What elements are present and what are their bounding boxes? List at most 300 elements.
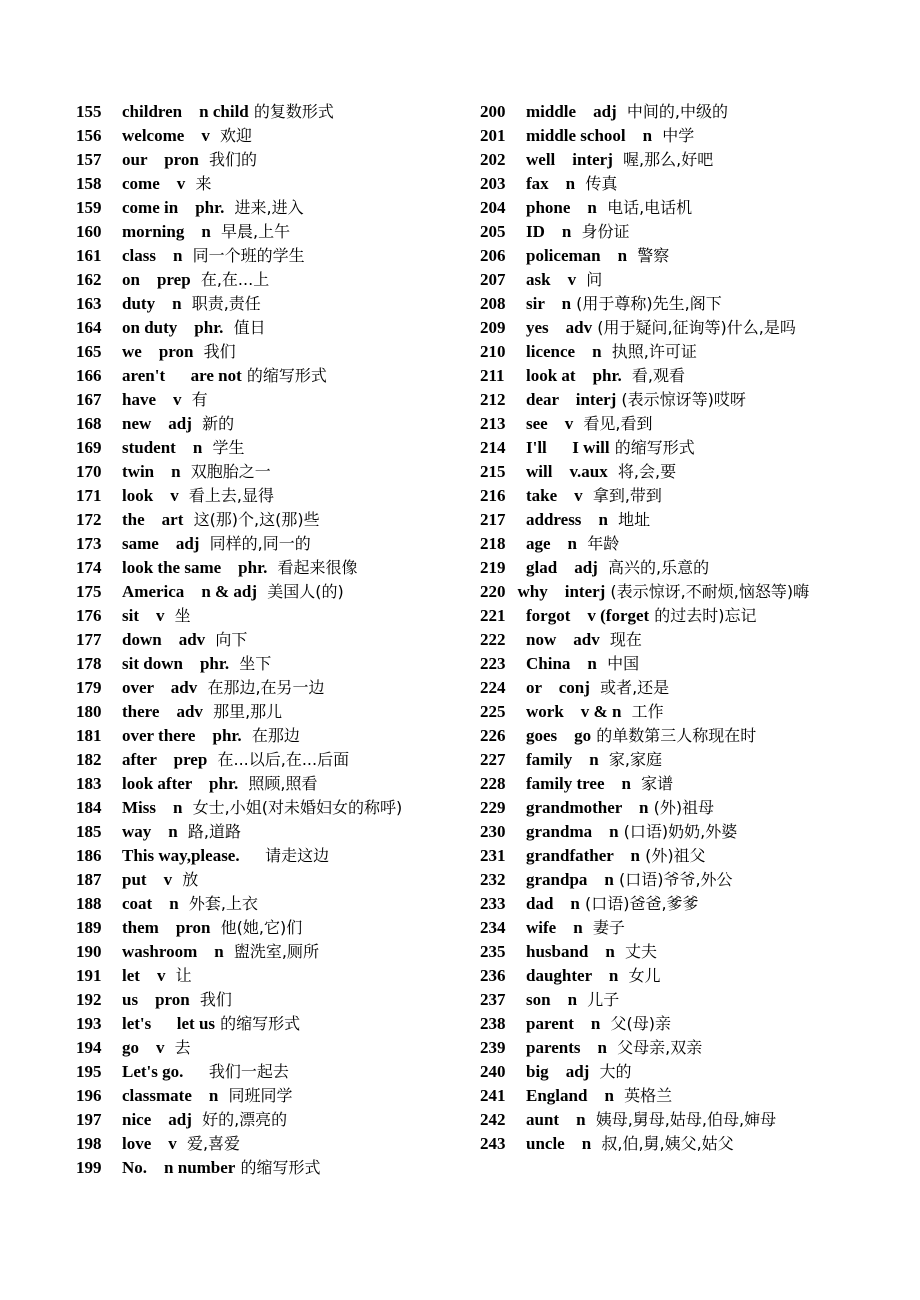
vocab-entry bbox=[76, 868, 466, 892]
vocab-entry bbox=[76, 772, 466, 796]
vocab-entry bbox=[76, 148, 466, 172]
entry-meaning: 儿子 bbox=[577, 990, 620, 1009]
vocab-entry bbox=[76, 580, 466, 604]
entry-part-of-speech: phr. bbox=[212, 726, 242, 745]
entry-gap bbox=[556, 918, 573, 937]
vocab-column-right bbox=[480, 100, 860, 1156]
entry-meaning: 让 bbox=[165, 966, 192, 985]
entry-word: sit bbox=[122, 606, 139, 625]
entry-part-of-speech: n bbox=[617, 246, 628, 265]
vocab-entry bbox=[480, 316, 860, 340]
entry-gap bbox=[551, 270, 568, 289]
entry-part-of-speech: adv bbox=[178, 630, 206, 649]
vocab-entry bbox=[480, 580, 860, 604]
entry-part-of-speech: I will bbox=[572, 438, 610, 457]
entry-gap bbox=[151, 1134, 168, 1153]
entry-part-of-speech: n bbox=[576, 1110, 586, 1129]
entry-number: 222 bbox=[480, 630, 506, 649]
entry-word: there bbox=[122, 702, 160, 721]
vocab-entry bbox=[76, 460, 466, 484]
vocab-entry bbox=[76, 1036, 466, 1060]
entry-word: classmate bbox=[122, 1086, 192, 1105]
vocab-entry bbox=[76, 100, 466, 124]
entry-number: 155 bbox=[76, 102, 102, 121]
entry-part-of-speech: n & adj bbox=[201, 582, 258, 601]
entry-gap bbox=[570, 198, 587, 217]
vocab-entry bbox=[76, 1108, 466, 1132]
entry-gap bbox=[178, 198, 195, 217]
vocab-entry bbox=[480, 988, 860, 1012]
entry-word: age bbox=[526, 534, 551, 553]
vocab-entry bbox=[76, 1012, 466, 1036]
entry-gap bbox=[545, 294, 562, 313]
entry-word: aunt bbox=[526, 1110, 560, 1129]
entry-number: 228 bbox=[480, 774, 506, 793]
entry-gap bbox=[182, 102, 199, 121]
entry-gap bbox=[549, 318, 566, 337]
entry-meaning: 身份证 bbox=[571, 222, 630, 241]
entry-number: 216 bbox=[480, 486, 506, 505]
entry-number: 235 bbox=[480, 942, 506, 961]
vocab-entry bbox=[480, 892, 860, 916]
entry-word: daughter bbox=[526, 966, 592, 985]
entry-word: parents bbox=[526, 1038, 581, 1057]
vocab-entry bbox=[480, 436, 860, 460]
entry-number: 196 bbox=[76, 1086, 102, 1105]
entry-gap bbox=[587, 870, 604, 889]
entry-meaning: 盥洗室,厕所 bbox=[223, 942, 319, 961]
entry-part-of-speech: go bbox=[574, 726, 592, 745]
entry-gap bbox=[156, 798, 173, 817]
entry-gap bbox=[605, 774, 622, 793]
entry-meaning: 坐下 bbox=[229, 654, 272, 673]
vocab-entry bbox=[480, 796, 860, 820]
entry-meaning: 路,道路 bbox=[177, 822, 242, 841]
vocab-entry bbox=[480, 868, 860, 892]
entry-number: 197 bbox=[76, 1110, 102, 1129]
vocab-entry bbox=[480, 844, 860, 868]
entry-number: 230 bbox=[480, 822, 506, 841]
entry-word: forgot bbox=[526, 606, 571, 625]
entry-gap bbox=[139, 606, 156, 625]
entry-word: dear bbox=[526, 390, 559, 409]
entry-number: 193 bbox=[76, 1014, 102, 1033]
entry-word: children bbox=[122, 102, 183, 121]
entry-number: 212 bbox=[480, 390, 506, 409]
entry-part-of-speech: n bbox=[630, 846, 640, 865]
entry-part-of-speech: pron bbox=[164, 150, 199, 169]
entry-word: take bbox=[526, 486, 558, 505]
entry-word: parent bbox=[526, 1014, 574, 1033]
entry-word: sir bbox=[526, 294, 545, 313]
entry-gap bbox=[147, 150, 164, 169]
entry-meaning: 去 bbox=[164, 1038, 191, 1057]
entry-meaning: 职责,责任 bbox=[181, 294, 261, 313]
entry-gap bbox=[147, 1158, 164, 1177]
vocab-entry bbox=[480, 220, 860, 244]
entry-part-of-speech: adj bbox=[175, 534, 200, 553]
entry-number: 175 bbox=[76, 582, 102, 601]
vocab-entry bbox=[76, 844, 466, 868]
vocab-entry bbox=[76, 292, 466, 316]
entry-word: or bbox=[526, 678, 542, 697]
entry-meaning: 大的 bbox=[589, 1062, 632, 1081]
entry-gap bbox=[153, 486, 170, 505]
entry-number: 171 bbox=[76, 486, 102, 505]
entry-gap bbox=[557, 486, 574, 505]
entry-gap bbox=[601, 246, 618, 265]
vocab-entry bbox=[480, 196, 860, 220]
entry-number: 184 bbox=[76, 798, 102, 817]
entry-meaning: 问 bbox=[576, 270, 603, 289]
vocab-entry bbox=[480, 148, 860, 172]
entry-part-of-speech: n bbox=[592, 342, 602, 361]
entry-gap bbox=[555, 150, 572, 169]
vocab-entry bbox=[76, 724, 466, 748]
vocab-entry bbox=[480, 268, 860, 292]
entry-part-of-speech: v (forget bbox=[587, 606, 650, 625]
entry-meaning: 照顾,照看 bbox=[238, 774, 318, 793]
entry-part-of-speech: pron bbox=[158, 342, 194, 361]
entry-gap bbox=[160, 174, 177, 193]
entry-number: 214 bbox=[480, 438, 506, 457]
entry-part-of-speech: n bbox=[581, 1134, 592, 1153]
entry-number: 231 bbox=[480, 846, 506, 865]
entry-meaning: 女士,小姐(对未婚妇女的称呼) bbox=[182, 798, 403, 817]
entry-meaning: 那里,那儿 bbox=[202, 702, 283, 721]
entry-gap bbox=[162, 630, 179, 649]
entry-part-of-speech: n bbox=[173, 798, 183, 817]
entry-word: go bbox=[122, 1038, 139, 1057]
entry-number: 242 bbox=[480, 1110, 506, 1129]
entry-gap bbox=[574, 1014, 591, 1033]
entry-number: 208 bbox=[480, 294, 506, 313]
entry-word: washroom bbox=[122, 942, 198, 961]
entry-part-of-speech: v & n bbox=[580, 702, 622, 721]
vocab-entry bbox=[76, 388, 466, 412]
entry-number: 164 bbox=[76, 318, 102, 337]
entry-word: ask bbox=[526, 270, 551, 289]
entry-meaning: 向下 bbox=[205, 630, 248, 649]
entry-part-of-speech: interj bbox=[575, 390, 617, 409]
vocab-entry bbox=[76, 436, 466, 460]
vocab-entry bbox=[480, 940, 860, 964]
entry-meaning: 的缩写形式 bbox=[241, 366, 327, 385]
vocab-entry bbox=[76, 124, 466, 148]
vocab-column-left bbox=[76, 100, 466, 1180]
entry-word: coat bbox=[122, 894, 153, 913]
entry-part-of-speech: adj bbox=[593, 102, 617, 121]
entry-number: 179 bbox=[76, 678, 102, 697]
entry-word: dad bbox=[526, 894, 554, 913]
entry-number: 186 bbox=[76, 846, 102, 865]
entry-gap bbox=[142, 342, 159, 361]
entry-number: 185 bbox=[76, 822, 102, 841]
entry-part-of-speech: n bbox=[192, 438, 203, 457]
entry-gap bbox=[575, 342, 592, 361]
entry-part-of-speech: n bbox=[642, 126, 653, 145]
entry-meaning: 在那边,在另一边 bbox=[197, 678, 325, 697]
entry-number: 238 bbox=[480, 1014, 506, 1033]
entry-number: 163 bbox=[76, 294, 102, 313]
entry-number: 194 bbox=[76, 1038, 102, 1057]
entry-meaning: 外套,上衣 bbox=[178, 894, 258, 913]
entry-gap bbox=[626, 126, 643, 145]
entry-meaning: 叔,伯,舅,姨父,姑父 bbox=[591, 1134, 734, 1153]
entry-word: now bbox=[526, 630, 557, 649]
entry-meaning: 妻子 bbox=[582, 918, 625, 937]
vocab-entry bbox=[76, 964, 466, 988]
entry-part-of-speech: n bbox=[604, 1086, 614, 1105]
entry-number: 204 bbox=[480, 198, 506, 217]
entry-word: over bbox=[122, 678, 154, 697]
entry-meaning: 我们 bbox=[193, 342, 236, 361]
entry-word: No. bbox=[122, 1158, 148, 1177]
vocab-entry bbox=[76, 532, 466, 556]
vocab-entry bbox=[76, 652, 466, 676]
vocab-entry bbox=[480, 700, 860, 724]
entry-part-of-speech: n bbox=[567, 990, 578, 1009]
entry-meaning: 值日 bbox=[223, 318, 266, 337]
vocab-entry bbox=[76, 316, 466, 340]
entry-part-of-speech: n bbox=[173, 246, 183, 265]
entry-meaning: 警察 bbox=[627, 246, 670, 265]
entry-gap bbox=[154, 678, 171, 697]
entry-meaning: 我们的 bbox=[198, 150, 258, 169]
vocab-entry bbox=[76, 1132, 466, 1156]
entry-word: grandfather bbox=[526, 846, 614, 865]
entry-gap bbox=[184, 126, 201, 145]
vocab-entry bbox=[76, 604, 466, 628]
entry-word: we bbox=[122, 342, 142, 361]
entry-meaning: (表示惊讶等)哎呀 bbox=[616, 390, 746, 409]
entry-gap bbox=[165, 366, 191, 385]
entry-word: husband bbox=[526, 942, 589, 961]
entry-part-of-speech: v bbox=[574, 486, 583, 505]
entry-gap bbox=[572, 750, 589, 769]
vocab-entry bbox=[480, 964, 860, 988]
entry-gap bbox=[592, 966, 609, 985]
entry-gap bbox=[151, 414, 168, 433]
vocab-entry bbox=[76, 1156, 466, 1180]
entry-gap bbox=[565, 1134, 582, 1153]
entry-meaning: 新的 bbox=[191, 414, 235, 433]
entry-part-of-speech: phr. bbox=[194, 318, 224, 337]
entry-gap bbox=[553, 894, 570, 913]
entry-part-of-speech: n bbox=[168, 822, 178, 841]
entry-word: duty bbox=[122, 294, 156, 313]
entry-meaning: 看,观看 bbox=[621, 366, 686, 385]
entry-gap bbox=[542, 678, 559, 697]
entry-gap bbox=[195, 726, 212, 745]
entry-gap bbox=[622, 798, 639, 817]
entry-part-of-speech: n bbox=[171, 462, 181, 481]
entry-number: 182 bbox=[76, 750, 102, 769]
entry-meaning: 坐 bbox=[164, 606, 191, 625]
entry-meaning: 将,会,要 bbox=[607, 462, 677, 481]
entry-word: down bbox=[122, 630, 162, 649]
entry-part-of-speech: n bbox=[621, 774, 631, 793]
entry-meaning: 中国 bbox=[596, 654, 640, 673]
vocab-entry bbox=[76, 892, 466, 916]
entry-part-of-speech: v bbox=[168, 1134, 177, 1153]
entry-gap bbox=[147, 870, 164, 889]
entry-number: 158 bbox=[76, 174, 102, 193]
entry-gap bbox=[551, 990, 568, 1009]
entry-meaning: 请走这边 bbox=[265, 846, 330, 865]
entry-word: goes bbox=[526, 726, 558, 745]
entry-number: 157 bbox=[76, 150, 102, 169]
entry-gap bbox=[183, 654, 200, 673]
entry-number: 180 bbox=[76, 702, 102, 721]
entry-part-of-speech: n bbox=[608, 966, 619, 985]
vocab-entry bbox=[76, 244, 466, 268]
entry-meaning: 拿到,带到 bbox=[582, 486, 662, 505]
entry-part-of-speech: v bbox=[201, 126, 210, 145]
entry-part-of-speech: n bbox=[587, 654, 597, 673]
entry-meaning: 同样的,同一的 bbox=[199, 534, 311, 553]
entry-part-of-speech: conj bbox=[558, 678, 590, 697]
entry-gap bbox=[557, 558, 574, 577]
entry-meaning: 姨母,舅母,姑母,伯母,婶母 bbox=[585, 1110, 777, 1129]
vocab-entry bbox=[76, 916, 466, 940]
entry-number: 217 bbox=[480, 510, 506, 529]
vocab-entry bbox=[480, 100, 860, 124]
entry-number: 229 bbox=[480, 798, 506, 817]
entry-gap bbox=[152, 894, 169, 913]
entry-gap bbox=[549, 1062, 566, 1081]
entry-gap bbox=[155, 294, 172, 313]
entry-gap bbox=[240, 846, 266, 865]
vocab-entry bbox=[480, 364, 860, 388]
vocab-entry bbox=[480, 676, 860, 700]
vocab-entry bbox=[76, 988, 466, 1012]
entry-part-of-speech: interj bbox=[564, 582, 606, 601]
entry-gap bbox=[548, 414, 565, 433]
vocab-entry bbox=[480, 1036, 860, 1060]
entry-number: 219 bbox=[480, 558, 506, 577]
entry-number: 240 bbox=[480, 1062, 506, 1081]
entry-word: licence bbox=[526, 342, 576, 361]
vocab-entry bbox=[480, 508, 860, 532]
entry-word: Let's go. bbox=[122, 1062, 184, 1081]
entry-word: come in bbox=[122, 198, 179, 217]
entry-gap bbox=[156, 246, 173, 265]
entry-gap bbox=[159, 918, 176, 937]
vocab-entry bbox=[76, 484, 466, 508]
entry-word: yes bbox=[526, 318, 549, 337]
entry-gap bbox=[159, 702, 176, 721]
entry-part-of-speech: phr. bbox=[195, 198, 225, 217]
entry-part-of-speech: phr. bbox=[199, 654, 230, 673]
vocab-entry bbox=[480, 484, 860, 508]
entry-number: 181 bbox=[76, 726, 102, 745]
entry-word: have bbox=[122, 390, 156, 409]
entry-number: 166 bbox=[76, 366, 102, 385]
entry-meaning: 女儿 bbox=[618, 966, 661, 985]
entry-meaning: 现在 bbox=[599, 630, 642, 649]
entry-meaning: 的单数第三人称现在时 bbox=[591, 726, 757, 745]
entry-number: 200 bbox=[480, 102, 506, 121]
entry-meaning: 年龄 bbox=[577, 534, 620, 553]
entry-number: 160 bbox=[76, 222, 102, 241]
entry-word: the bbox=[122, 510, 145, 529]
entry-word: glad bbox=[526, 558, 558, 577]
entry-word: twin bbox=[122, 462, 155, 481]
entry-meaning: 传真 bbox=[575, 174, 618, 193]
entry-number: 203 bbox=[480, 174, 506, 193]
vocab-entry bbox=[76, 1084, 466, 1108]
entry-meaning: 学生 bbox=[202, 438, 245, 457]
entry-gap bbox=[549, 174, 566, 193]
entry-part-of-speech: v bbox=[156, 606, 165, 625]
vocab-entry bbox=[480, 244, 860, 268]
entry-meaning: 在,在...上 bbox=[190, 270, 270, 289]
vocab-entry bbox=[480, 172, 860, 196]
entry-number: 165 bbox=[76, 342, 102, 361]
vocab-entry bbox=[76, 508, 466, 532]
entry-part-of-speech: prep bbox=[173, 750, 208, 769]
vocab-entry bbox=[480, 772, 860, 796]
entry-part-of-speech: n bbox=[589, 750, 599, 769]
vocab-entry bbox=[480, 628, 860, 652]
vocab-entry bbox=[76, 748, 466, 772]
entry-word: same bbox=[122, 534, 159, 553]
entry-word: China bbox=[526, 654, 571, 673]
entry-meaning: 或者,还是 bbox=[589, 678, 670, 697]
entry-meaning: 的缩写形式 bbox=[215, 1014, 301, 1033]
entry-part-of-speech: phr. bbox=[592, 366, 622, 385]
entry-meaning: 进来,进入 bbox=[224, 198, 304, 217]
entry-word: middle school bbox=[526, 126, 626, 145]
entry-word: America bbox=[122, 582, 185, 601]
entry-word: address bbox=[526, 510, 582, 529]
entry-word: why bbox=[517, 582, 548, 601]
entry-gap bbox=[140, 966, 157, 985]
entry-number: 187 bbox=[76, 870, 102, 889]
entry-gap bbox=[151, 1110, 168, 1129]
entry-number: 223 bbox=[480, 654, 506, 673]
entry-part-of-speech: n bbox=[639, 798, 649, 817]
entry-number: 209 bbox=[480, 318, 506, 337]
entry-part-of-speech: art bbox=[161, 510, 184, 529]
entry-part-of-speech: pron bbox=[155, 990, 190, 1009]
entry-number: 233 bbox=[480, 894, 506, 913]
entry-part-of-speech: phr. bbox=[209, 774, 239, 793]
entry-meaning: 看上去,显得 bbox=[178, 486, 274, 505]
entry-number: 207 bbox=[480, 270, 506, 289]
entry-number: 189 bbox=[76, 918, 102, 937]
entry-word: I'll bbox=[526, 438, 547, 457]
entry-word: let bbox=[122, 966, 140, 985]
entry-part-of-speech: n bbox=[604, 870, 614, 889]
entry-meaning: 家,家庭 bbox=[598, 750, 663, 769]
entry-meaning: 我们 bbox=[189, 990, 232, 1009]
entry-part-of-speech: n bbox=[201, 222, 211, 241]
entry-part-of-speech: adv bbox=[176, 702, 203, 721]
entry-number: 177 bbox=[76, 630, 102, 649]
vocab-entry bbox=[76, 676, 466, 700]
entry-gap bbox=[614, 846, 631, 865]
entry-number: 174 bbox=[76, 558, 102, 577]
entry-number: 162 bbox=[76, 270, 102, 289]
entry-word: morning bbox=[122, 222, 185, 241]
entry-gap bbox=[183, 1062, 209, 1081]
entry-gap bbox=[576, 366, 593, 385]
entry-part-of-speech: v bbox=[567, 270, 577, 289]
entry-meaning: 父母亲,双亲 bbox=[606, 1038, 703, 1057]
entry-part-of-speech: n bbox=[565, 174, 576, 193]
